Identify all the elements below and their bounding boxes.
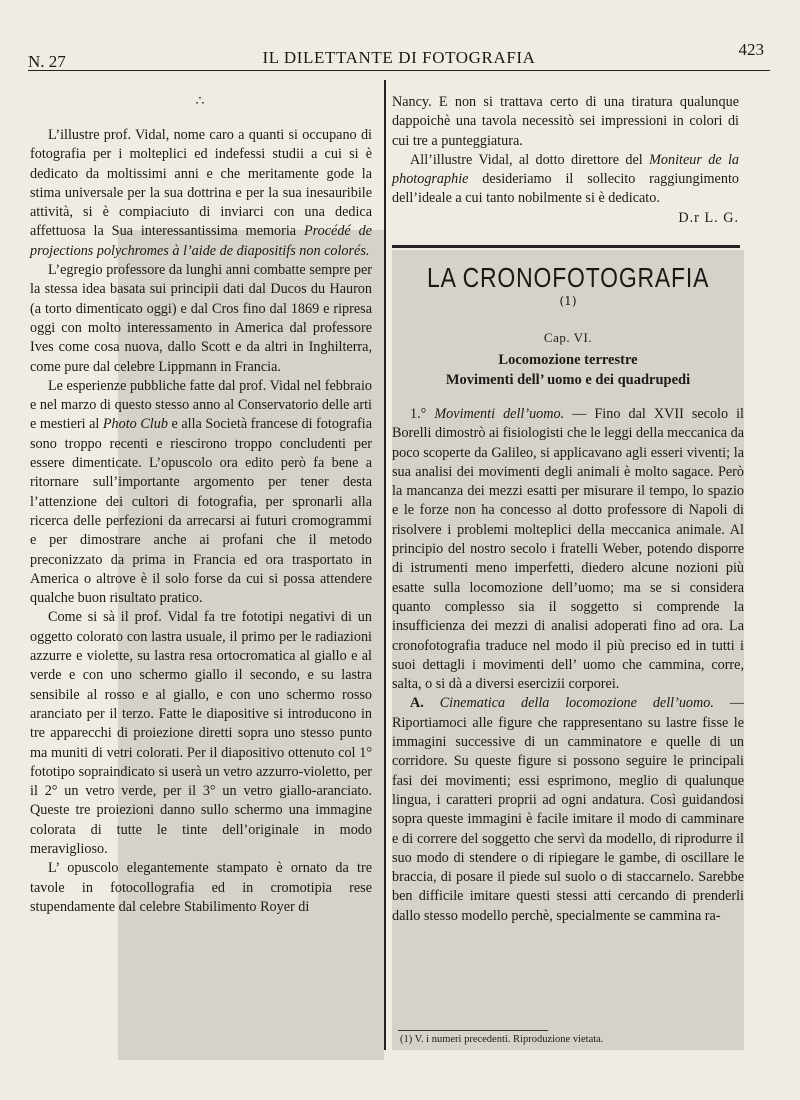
subtitle-locomotion: Locomozione terrestre [498, 352, 638, 368]
section-human-movements: 1.° Movimenti dell’uomo. — Fino dal XVII secolo il Borelli dimostrò ai fisiologisti che le leggi della meccanica da poco scoperte da Galileo, si applicavano agli esseri viventi; la sua analisi dei movimenti degli animali è molto sagace. Però la mancanza dei mezzi esatti per misurare il tempo, lo spazio e le forze non ha concesso al dotto professore di Napoli di risolvere i problemi molteplici della meccanica animale. Al principio del nostro secolo i fratelli Weber, potendo disporre di istrumenti meno imperfetti, diedero alcune nozioni più esatte sulla locomozione dell’uomo; ma se si considera quanto complesso sia il soggetto si comprende la insufficienza dei mezzi di analisi adoperati fino ad ora. La cronofotografia traduce nel modo il più preciso ed in tutti i suoi dettagli i movimenti dell’ uomo che cammina, corre, salta, o si dà a diversi esercizii corporei. [392, 406, 744, 693]
section-rule [392, 245, 740, 248]
footnote-rule [398, 1030, 548, 1031]
article-title [392, 262, 744, 310]
paragraph-vidal-idea: L’egregio professore da lunghi anni combatte sempre per la stessa idea basata sui principii dati dal Ducos du Hauron (a torto dimenticato oggi) e dal Cros fino dal 1869 e ripresa oggi con molto interessamento in America dal professore Ives come cosa nuova, dallo Scott e da altri in Inghilterra, come pure dal celebre Lippmann in Francia. [30, 262, 372, 375]
article-body [392, 405, 744, 926]
chapter-number: Cap. VI. [543, 330, 593, 345]
paragraph-booklet: L’ opuscolo elegantemente stampato è ornato da tre tavole in fotocollografia ed in cromotipia rese stupendamente dal celebre Stabilimento Royer di [30, 860, 372, 915]
issue-number: N. 27 [28, 52, 66, 71]
moniteur-title: Moniteur de la photographie [392, 151, 739, 188]
paragraph-dedication: All’illustre Vidal, al dotto direttore del Moniteur de la photographie desideriamo il sollecito raggiungimento dell’ideale a cui tanto nobilmente si è dedicato. [392, 151, 739, 207]
paragraph-vidal-intro: L’illustre prof. Vidal, nome caro a quanti si occupano di fotografia per i molteplici ed indefessi studii a cui si è dedicato da moltissimi anni e che meritamente gode la stima universale per la sua dottrina e per la sua inesauribile attività, si è compiaciuto di inviarci con una dedica affettuosa la Sua interessantissima memoria Procédé de projections polychromes à l’aide de diapositifs non colorés. [30, 127, 372, 259]
right-column-top [392, 93, 739, 228]
photo-club-name: Photo Club [102, 416, 168, 433]
left-column [30, 96, 372, 917]
footnote: (1) V. i numeri precedenti. Riproduzione vietata. [400, 1034, 604, 1045]
paragraph-nancy: Nancy. E non si trattava certo di una tiratura qualunque dappoichè una tavola necessitò sei impressioni in colori di cui tre a punteggiatura. [392, 94, 739, 149]
section-heading-kinematics: Cinematica della locomozione dell’uomo. [439, 695, 714, 712]
paragraph-method: Come si sà il prof. Vidal fa tre fototipi negativi di un oggetto colorato con lastra usuale, il primo per le radiazioni azzurre e violette, su lastra resa ortocromatica al giallo e al verde e con uno schermo giallo il secondo, e su lastra sensibile al rosso e al giallo, e con uno schermo rosso aranciato per il terzo. Fatte le diapositive si introducono in tre apparecchi di proiezione diretti sopra uno stesso punto ma muniti di vetri colorati. Per il diapositivo ottenuto col 1° fototipo sopraindicato si userà un vetro azzurro-violetto, per il 2° un vetro verde, per il 3° un vetro giallo-aranciato. Queste tre proiezioni danno sullo schermo una immagine colorata di tutte le tinte dell’originale in modo meraviglioso. [30, 609, 372, 857]
article-title-text: LA CRONOFOTOGRAFIA [426, 262, 710, 293]
memoir-title: Procédé de projections polychromes à l’aide de diapositifs non colorés. [30, 223, 372, 259]
page-number: 423 [738, 40, 764, 59]
paragraph-experiments: Le esperienze pubbliche fatte dal prof. Vidal nel febbraio e nel marzo di questo stesso anno al Conservatorio delle arti e mestieri al Photo Club e alla Società francese di fotografia sono troppo recenti e riescirono troppo concludenti per essere dimenticate. L’opuscolo ora edito però fa bene a ritornare sull’importante argomento per tener desta l’attenzione dei cultori di fotografia, per spronarli alla ricerca delle perfezioni da arrecarsi ai futuri cromogrammi e per dimostrare anche ai profani che il metodo preconizzato da prima in Francia ed ora trasportato in America o altrove è il solo forse da cui si possa attendere qualche buon risultato pratico. [30, 377, 372, 607]
running-head [28, 40, 770, 71]
author-signature: D.r L. G. [678, 209, 739, 226]
chapter-heading [392, 330, 744, 390]
column-divider [384, 80, 386, 1050]
asterism: ∴ [195, 94, 207, 109]
section-heading-human: Movimenti dell’uomo. [434, 406, 565, 422]
title-footnote-marker: (1) [559, 294, 577, 308]
section-kinematics: A. Cinematica della locomozione dell’uomo. — Riportiamoci alle figure che rappresentano su lastre fisse le immagini successive di un camminatore e quelle di un corridore. Su queste figure si possono seguire le principali fasi dei movimenti; essi esprimono, meglio di qualunque lingua, i caratteri proprii ad ogni andatura. Così guidandosi sopra queste immagini è facile imitare il modo di camminare e di correre del soggetto che servì da modello, di riprodurre il suo modo di stendere o di ripiegare le gambe, di oscillare le braccia, di posare il piede sul suolo o di staccarnelo. Sarebbe ben difficile imitare questi stessi atti cercando di prenderli dallo stesso modello perchè, specialmente se cammina ra- [392, 695, 744, 924]
journal-title: IL DILETTANTE DI FOTOGRAFIA [262, 48, 536, 67]
subtitle-movements: Movimenti dell’ uomo e dei quadrupedi [445, 372, 691, 388]
